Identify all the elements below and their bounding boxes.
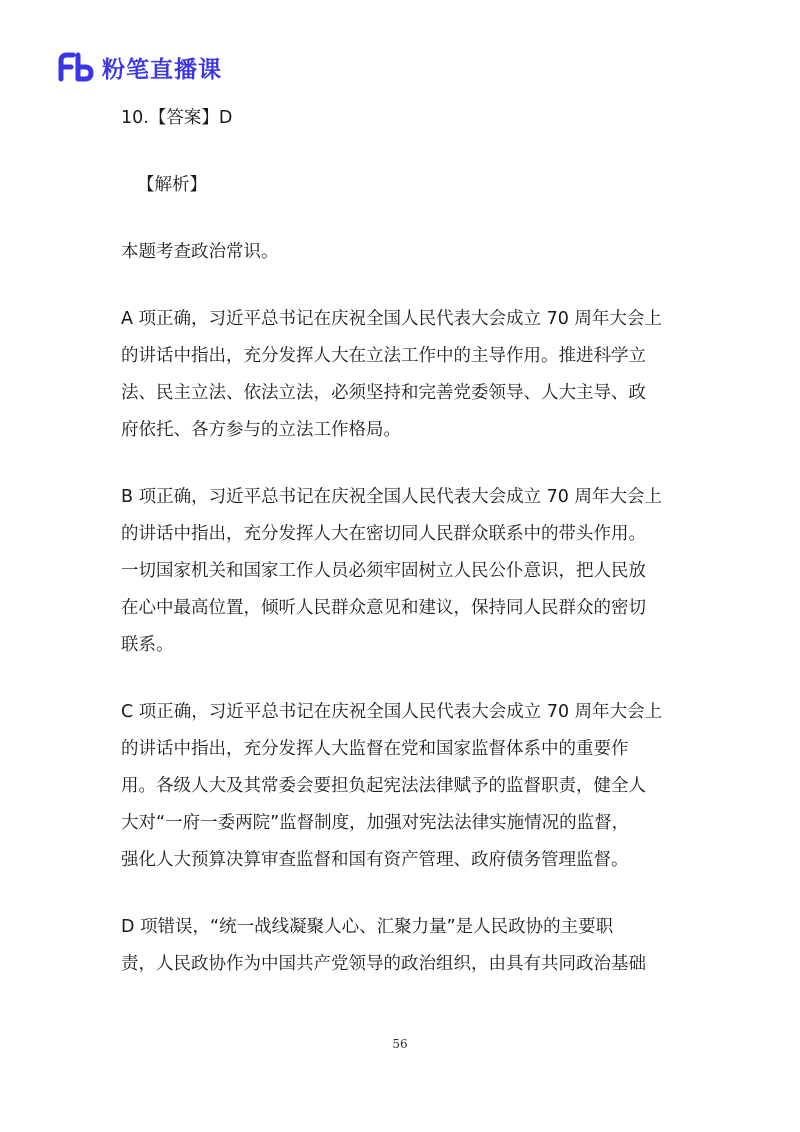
paragraph-line: 的讲话中指出，充分发挥人大在立法工作中的主导作用。推进科学立 <box>121 346 646 366</box>
paragraph-b <box>121 479 721 664</box>
document-body <box>121 100 721 983</box>
paragraph-line: 在心中最高位置，倾听人民群众意见和建议，保持同人民群众的密切 <box>121 598 646 618</box>
paragraph-line: 联系。 <box>121 635 174 655</box>
paragraph-line: 用。各级人大及其常委会要担负起宪法法律赋予的监督职责，健全人 <box>121 776 646 796</box>
analysis-intro: 本题考查政治常识。 <box>121 242 279 262</box>
paragraph-line: A 项正确，习近平总书记在庆祝全国人民代表大会成立 70 周年大会上 <box>121 309 662 329</box>
paragraph-d <box>121 909 721 983</box>
paragraph-line: 府依托、各方参与的立法工作格局。 <box>121 420 401 440</box>
paragraph-line: 一切国家机关和国家工作人员必须牢固树立人民公仆意识，把人民放 <box>121 561 646 581</box>
answer-line: 10.【答案】D <box>121 108 233 128</box>
paragraph-c <box>121 694 721 879</box>
analysis-heading: 【解析】 <box>137 175 207 195</box>
paragraph-line: C 项正确，习近平总书记在庆祝全国人民代表大会成立 70 周年大会上 <box>121 702 663 722</box>
fb-logo-icon <box>58 52 94 82</box>
brand-logo <box>58 50 222 84</box>
paragraph-a <box>121 301 721 449</box>
paragraph-line: 大对“一府一委两院”监督制度，加强对宪法法律实施情况的监督， <box>121 813 630 833</box>
page-number: 56 <box>392 1037 408 1051</box>
paragraph-line: 的讲话中指出，充分发挥人大监督在党和国家监督体系中的重要作 <box>121 739 629 759</box>
paragraph-line: 强化人大预算决算审查监督和国有资产管理、政府债务管理监督。 <box>121 850 629 870</box>
logo-text: 粉笔直播课 <box>102 56 222 83</box>
paragraph-line: D 项错误，“统一战线凝聚人心、汇聚力量”是人民政协的主要职 <box>121 917 614 937</box>
paragraph-line: 法、民主立法、依法立法，必须坚持和完善党委领导、人大主导、政 <box>121 383 646 403</box>
paragraph-line: B 项正确，习近平总书记在庆祝全国人民代表大会成立 70 周年大会上 <box>121 487 662 507</box>
paragraph-line: 的讲话中指出，充分发挥人大在密切同人民群众联系中的带头作用。 <box>121 524 646 544</box>
paragraph-line: 责，人民政协作为中国共产党领导的政治组织，由具有共同政治基础 <box>121 954 646 974</box>
